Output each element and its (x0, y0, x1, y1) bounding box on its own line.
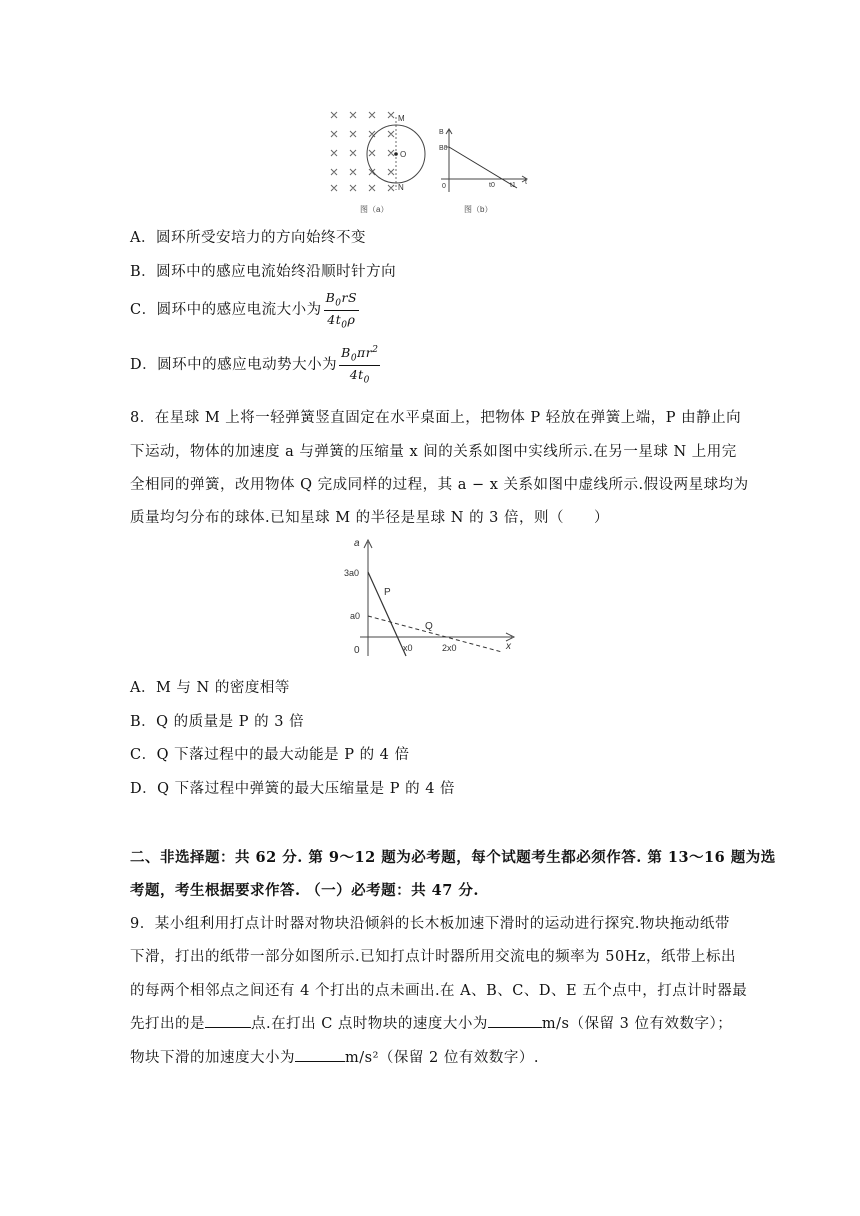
ring-center-dot (394, 152, 398, 156)
q7-option-b: B．圆环中的感应电流始终沿顺时针方向 (130, 264, 397, 280)
q7-option-c (130, 290, 359, 330)
label-o: O (400, 150, 407, 159)
label-origin: 0 (354, 645, 360, 656)
q9-line-1: 9．某小组利用打点计时器对物块沿倾斜的长木板加速下滑时的运动进行探究.物块拖动纸带 (130, 916, 730, 932)
label-t0: t0 (489, 182, 495, 189)
label-a: a (354, 538, 360, 549)
label-p: P (384, 587, 391, 598)
q9-line-5 (130, 1046, 539, 1067)
line-q (368, 616, 502, 652)
q9-line-5-part-1: 物块下滑的加速度大小为 (130, 1050, 295, 1066)
a-x-graph (330, 532, 530, 660)
q9-line-3: 的每两个相邻点之间还有 4 个打出的点未画出.在 A、B、C、D、E 五个点中，打点计时器最 (130, 983, 748, 999)
caption-b: 图（b） (464, 205, 493, 214)
q9-line-5-part-2: m/s²（保留 2 位有效数字）. (345, 1050, 539, 1066)
q7-option-d-text: D．圆环中的感应电动势大小为 (130, 357, 338, 374)
q8-line-4: 质量均匀分布的球体.已知星球 M 的半径是星球 N 的 3 倍，则（ ） (130, 510, 610, 526)
q7-option-a: A．圆环所受安培力的方向始终不变 (130, 230, 366, 246)
q7-option-d (130, 345, 380, 385)
q9-line-4 (130, 1012, 732, 1033)
q8-line-3: 全相同的弹簧，改用物体 Q 完成同样的过程，其 a − x 关系如图中虚线所示.假设两星球均为 (130, 477, 749, 493)
section2-line-1: 二、非选择题：共 62 分. 第 9～12 题为必考题，每个试题考生都必须作答. 第 13～16 题为选 (130, 849, 776, 866)
label-origin-b: 0 (442, 183, 446, 190)
label-2x0: 2x0 (442, 643, 457, 653)
label-n: N (398, 183, 404, 192)
graph-b (439, 129, 527, 214)
label-x0: x0 (403, 643, 413, 653)
formula-emf: $\frac{B_0\pi r^2}{4t_0}$ (341, 345, 379, 386)
figure-ab (320, 100, 540, 216)
q8-line-2: 下运动，物体的加速度 a 与弹簧的压缩量 x 间的关系如图中实线所示.在另一星球 N 上用完 (130, 444, 737, 460)
label-x: x (506, 641, 511, 652)
label-q: Q (425, 621, 433, 632)
q9-line-4-part-3: m/s（保留 3 位有效数字）； (541, 1016, 733, 1032)
line-p (368, 572, 406, 656)
answer-blank-first-point[interactable] (205, 1015, 251, 1028)
answer-blank-acceleration[interactable] (295, 1049, 345, 1062)
label-m: M (398, 114, 405, 123)
label-b: B (439, 129, 444, 136)
formula-current: $\frac{B_0rS}{4t_0\rho}$ (325, 290, 358, 330)
q9-line-4-part-2: 点.在打出 C 点时物块的速度大小为 (251, 1016, 488, 1032)
q8-option-b: B．Q 的质量是 P 的 3 倍 (130, 714, 305, 730)
answer-blank-velocity[interactable] (488, 1015, 542, 1028)
q9-line-2: 下滑，打出的纸带一部分如图所示.已知打点计时器所用交流电的频率为 50Hz，纸带上标出 (130, 949, 736, 965)
q9-line-4-part-1: 先打出的是 (130, 1016, 205, 1032)
graph-b-line (449, 147, 517, 188)
label-3a0: 3a0 (344, 568, 360, 578)
label-t: t (525, 179, 527, 186)
label-b0: B0 (439, 145, 448, 152)
label-a0: a0 (350, 611, 361, 621)
caption-a: 图（a） (360, 205, 389, 214)
q8-option-a: A．M 与 N 的密度相等 (130, 680, 290, 696)
label-t1: t1 (510, 182, 516, 189)
q8-line-1: 8．在星球 M 上将一轻弹簧竖直固定在水平桌面上，把物体 P 轻放在弹簧上端，P 由静止向 (130, 410, 742, 426)
magnetic-field-crosses (331, 112, 394, 191)
q7-option-c-text: C．圆环中的感应电流大小为 (130, 302, 322, 318)
section2-line-2: 考题，考生根据要求作答. （一）必考题：共 47 分. (130, 882, 479, 899)
q8-option-c: C．Q 下落过程中的最大动能是 P 的 4 倍 (130, 747, 410, 763)
q8-option-d: D．Q 下落过程中弹簧的最大压缩量是 P 的 4 倍 (130, 781, 456, 797)
